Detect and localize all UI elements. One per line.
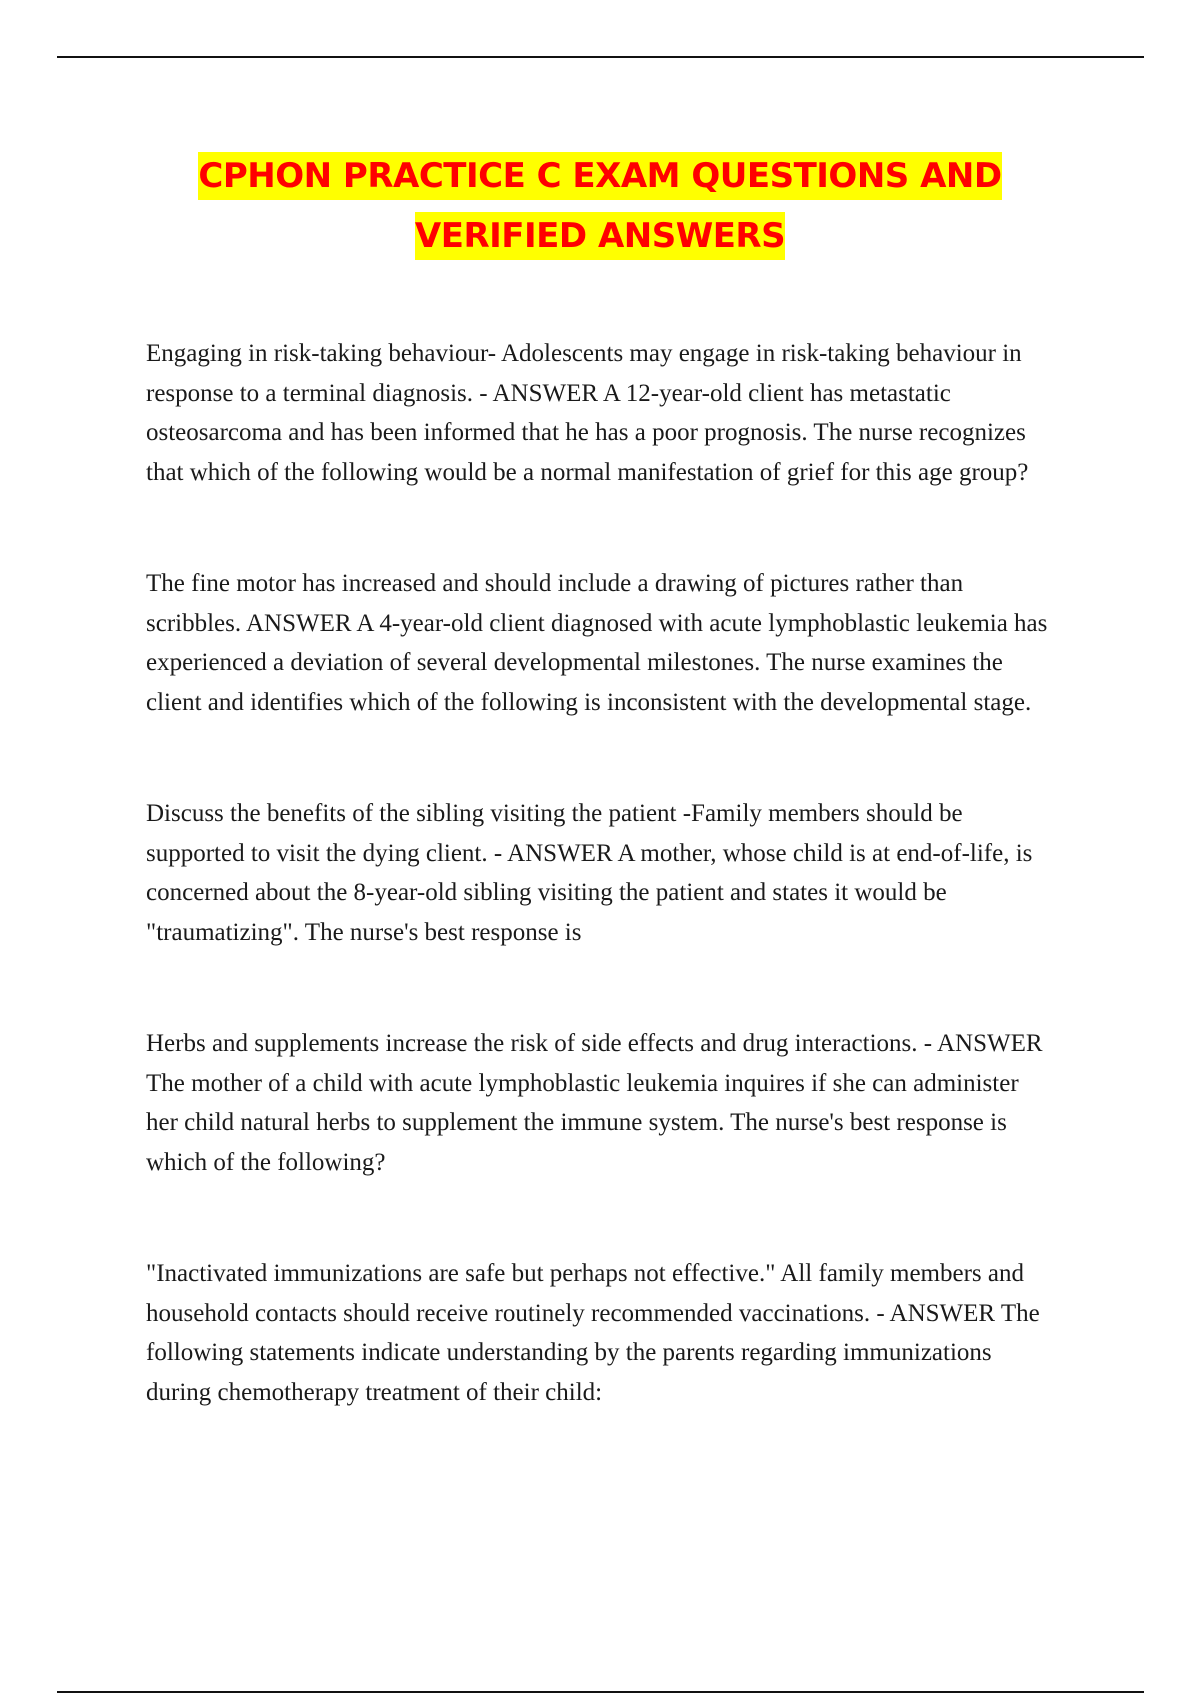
bottom-rule [57, 1691, 1144, 1693]
qa-entry-5: "Inactivated immunizations are safe but perhaps not effective." All family members and household contacts should receive routinely recommended vaccinations. - ANSWER The following statements indicate understanding by the parents regarding immunizations during chemotherapy treatment of their child: [146, 1260, 1040, 1406]
qa-list [146, 334, 1056, 1412]
qa-entry-4: Herbs and supplements increase the risk of side effects and drug interactions. - ANSWER The mother of a child with acute lymphoblastic leukemia inquires if she can administer her child natural herbs to supplement the immune system. The nurse's best response is which of the following? [146, 1030, 1043, 1176]
qa-entry-3: Discuss the benefits of the sibling visiting the patient -Family members should be supported to visit the dying client. - ANSWER A mother, whose child is at end-of-life, is concerned about the 8-year-old sibling visiting the patient and states it would be "traumatizing". The nurse's best response is [146, 800, 1033, 946]
top-rule [57, 56, 1144, 58]
document-title [0, 146, 1200, 266]
qa-entry-1: Engaging in risk-taking behaviour- Adolescents may engage in risk-taking behaviour in response to a terminal diagnosis. - ANSWER A 12-year-old client has metastatic osteosarcoma and has been informed that he has a poor prognosis. The nurse recognizes that which of the following would be a normal manifestation of grief for this age group? [146, 340, 1029, 486]
title-line-1: CPHON PRACTICE C EXAM QUESTIONS AND [198, 152, 1001, 200]
qa-entry-2: The fine motor has increased and should include a drawing of pictures rather than scribbles. ANSWER A 4-year-old client diagnosed with acute lymphoblastic leukemia has experienced a deviation of several developmental milestones. The nurse examines the client and identifies which of the following is inconsistent with the developmental stage. [146, 570, 1048, 716]
title-line-2: VERIFIED ANSWERS [415, 212, 785, 260]
